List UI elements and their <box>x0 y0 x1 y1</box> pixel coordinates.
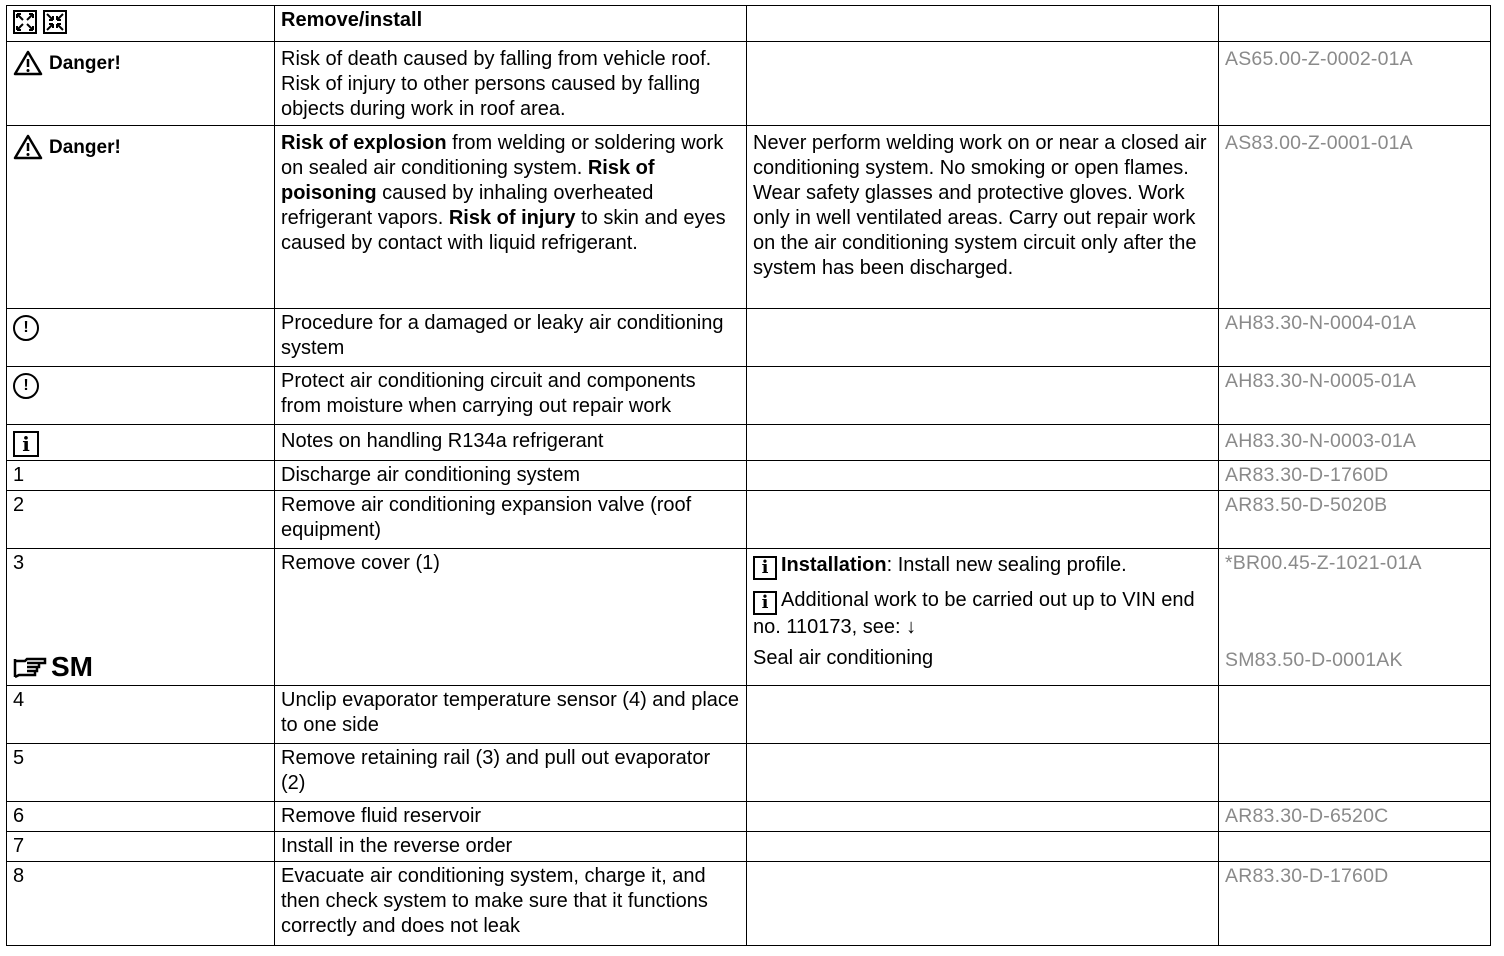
warning-triangle-icon <box>13 50 43 76</box>
doc-ref-link[interactable]: AR83.30-D-1760D <box>1225 464 1389 486</box>
danger-note-cell <box>747 42 1219 126</box>
doc-ref-link[interactable]: AS83.00-Z-0001-01A <box>1225 132 1413 154</box>
note-icon-cell <box>7 367 275 425</box>
risk-text: from welding or soldering work on sealed air conditioning system. <box>281 132 724 179</box>
danger-label-cell <box>7 42 275 126</box>
step-number: 6 <box>7 802 275 832</box>
danger-label <box>13 50 121 76</box>
header-empty-cell <box>1219 6 1491 42</box>
step-row <box>7 686 1491 744</box>
doc-ref-link[interactable]: AH83.30-N-0004-01A <box>1225 312 1417 334</box>
additional-work-note <box>753 588 1212 640</box>
info-icon-cell <box>7 425 275 461</box>
step-ref <box>1219 832 1491 862</box>
step-row <box>7 802 1491 832</box>
step-ref <box>1219 686 1491 744</box>
note-text: Procedure for a damaged or leaky air conditioning system <box>275 309 747 367</box>
bold-risk: Risk of explosion <box>281 132 447 154</box>
step-ref[interactable] <box>1219 461 1491 491</box>
danger-row <box>7 42 1491 126</box>
step-number: 4 <box>7 686 275 744</box>
info-icon: i <box>753 556 777 580</box>
empty-cell <box>747 367 1219 425</box>
empty-cell <box>747 802 1219 832</box>
danger-label <box>13 134 121 160</box>
danger-row <box>7 126 1491 309</box>
header-empty-cell <box>747 6 1219 42</box>
info-ref[interactable] <box>1219 425 1491 461</box>
sm-marker <box>13 651 93 682</box>
warning-triangle-icon <box>13 134 43 160</box>
step-row <box>7 549 1491 686</box>
step-ref[interactable] <box>1219 802 1491 832</box>
step-row <box>7 744 1491 802</box>
step-text: Remove retaining rail (3) and pull out evaporator (2) <box>275 744 747 802</box>
risk-text: caused by inhaling overheated refrigerant vapors. <box>281 182 654 229</box>
info-row <box>7 425 1491 461</box>
danger-text: Danger! <box>49 136 121 158</box>
note-row <box>7 367 1491 425</box>
procedure-table <box>6 5 1491 946</box>
step-text: Unclip evaporator temperature sensor (4) and place to one side <box>275 686 747 744</box>
doc-ref-link[interactable]: AR83.30-D-1760D <box>1225 865 1389 887</box>
danger-label-cell <box>7 126 275 309</box>
doc-ref-link[interactable]: AH83.30-N-0003-01A <box>1225 430 1417 452</box>
header-row <box>7 6 1491 42</box>
installation-note <box>753 553 1212 580</box>
step-number-cell <box>7 549 275 686</box>
step-notes <box>747 549 1219 686</box>
doc-ref-link[interactable]: *BR00.45-Z-1021-01A <box>1225 552 1422 574</box>
step-number: 8 <box>7 862 275 946</box>
step-text: Discharge air conditioning system <box>275 461 747 491</box>
bold-risk: Risk of injury <box>448 207 576 229</box>
bold-risk: Risk of poisoning <box>281 157 655 204</box>
empty-cell <box>747 862 1219 946</box>
note-row <box>7 309 1491 367</box>
step-text: Install in the reverse order <box>275 832 747 862</box>
danger-ref[interactable] <box>1219 126 1491 309</box>
step-number: 2 <box>7 491 275 549</box>
note-ref[interactable] <box>1219 309 1491 367</box>
step-ref[interactable] <box>1219 491 1491 549</box>
step-text: Remove air conditioning expansion valve (roof equipment) <box>275 491 747 549</box>
step-row <box>7 862 1491 946</box>
empty-cell <box>747 461 1219 491</box>
step-ref[interactable] <box>1219 862 1491 946</box>
note-text: Protect air conditioning circuit and components from moisture when carrying out repair work <box>275 367 747 425</box>
doc-ref-link[interactable]: AS65.00-Z-0002-01A <box>1225 48 1413 70</box>
doc-ref-link[interactable]: AH83.30-N-0005-01A <box>1225 370 1417 392</box>
info-icon: i <box>753 591 777 615</box>
doc-ref-link[interactable]: AR83.50-D-5020B <box>1225 494 1388 516</box>
info-text: Notes on handling R134a refrigerant <box>275 425 747 461</box>
danger-description <box>275 126 747 309</box>
empty-cell <box>747 686 1219 744</box>
installation-text: : Install new sealing profile. <box>886 554 1127 576</box>
danger-text: Danger! <box>49 52 121 74</box>
danger-description: Risk of death caused by falling from vehicle roof. Risk of injury to other persons caused by falling objects during work in roof area. <box>275 42 747 126</box>
empty-cell <box>747 491 1219 549</box>
danger-ref[interactable] <box>1219 42 1491 126</box>
seal-text: Seal air conditioning <box>753 647 934 669</box>
installation-label: Installation <box>781 554 887 576</box>
step-number: 7 <box>7 832 275 862</box>
step-ref <box>1219 549 1491 686</box>
collapse-icon[interactable] <box>43 10 67 34</box>
pointing-hand-icon <box>13 655 49 679</box>
risk-text: to skin and eyes caused by contact with liquid refrigerant. <box>281 207 726 254</box>
empty-cell <box>747 832 1219 862</box>
header-title: Remove/install <box>275 6 747 42</box>
step-row <box>7 832 1491 862</box>
sm-label: SM <box>51 651 93 682</box>
empty-cell <box>747 425 1219 461</box>
note-icon: ! <box>13 315 39 341</box>
step-text: Evacuate air conditioning system, charge it, and then check system to make sure that it functions correctly and does not leak <box>275 862 747 946</box>
step-number: 3 <box>13 552 25 574</box>
additional-work-text[interactable]: Additional work to be carried out up to VIN end no. 110173, see: ↓ <box>753 589 1195 638</box>
step-row <box>7 461 1491 491</box>
doc-ref-link[interactable]: SM83.50-D-0001AK <box>1225 649 1403 671</box>
danger-note: Never perform welding work on or near a closed air conditioning system. No smoking or open flames. Wear safety glasses and protective gloves. Work only in well ventilated areas. Carry out repair work on the air conditioning system circuit only after the system has been discharged. <box>747 126 1219 309</box>
step-text: Remove fluid reservoir <box>275 802 747 832</box>
note-icon-cell <box>7 309 275 367</box>
note-ref[interactable] <box>1219 367 1491 425</box>
step-number: 1 <box>7 461 275 491</box>
step-number: 5 <box>7 744 275 802</box>
empty-cell <box>747 744 1219 802</box>
doc-ref-link[interactable]: AR83.30-D-6520C <box>1225 805 1389 827</box>
step-row <box>7 491 1491 549</box>
empty-cell <box>747 309 1219 367</box>
info-icon: i <box>13 431 39 457</box>
step-text: Remove cover (1) <box>275 549 747 686</box>
step-ref <box>1219 744 1491 802</box>
note-icon: ! <box>13 373 39 399</box>
header-icons-cell <box>7 6 275 42</box>
expand-icon[interactable] <box>13 10 37 34</box>
